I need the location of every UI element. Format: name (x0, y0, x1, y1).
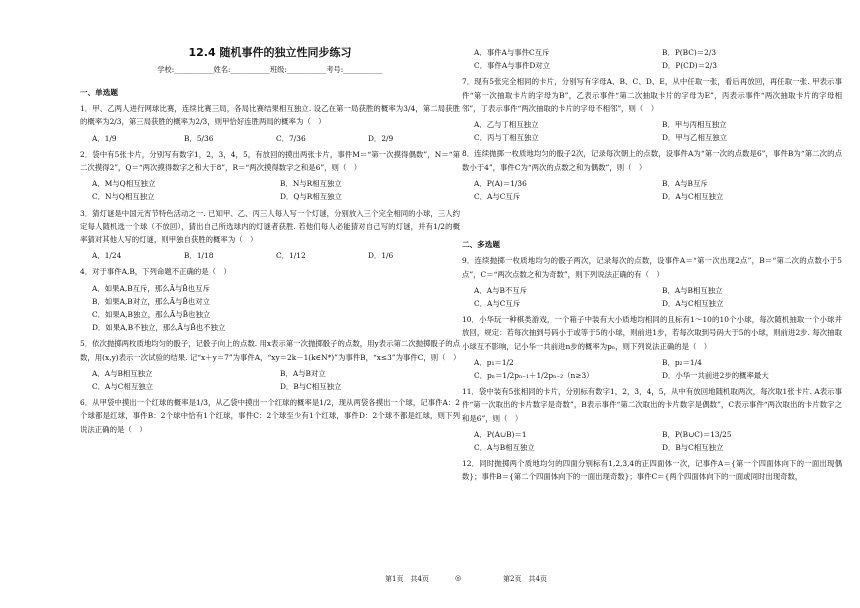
question-8: 8．连续抛掷一枚质地均匀的骰子2次，记录每次朝上的点数，设事件A为“第一次的点数是6”，事件B为“第二次的点数小于4”，事件C为“两次的点数之和为偶数”，则（ ） (462, 149, 842, 172)
option: C．丙与丁相互独立 (474, 133, 539, 143)
option: B．5/36 (184, 133, 214, 143)
question-7: 7．现有5张完全相同的卡片，分别写有字母A、B、C、D、E，从中任取一张，看后再放回，再任取一张. 甲表示事件“第一次抽取卡片的字母为B”，乙表示事件“第二次抽取卡片的字母为E”，丙表示事件“两次抽取卡片的字母相邻”，丁表示事件“两次抽取的卡片的字母不相邻”，则（ ） (462, 77, 842, 113)
option: C．1/12 (276, 251, 306, 261)
option: A．P(A)＝1/36 (474, 178, 527, 188)
option: C．pₙ＝1/2pₙ₋₁＋1/2pₙ₋₂（n≥3） (474, 371, 594, 381)
option: A．P(A∪B)＝1 (474, 429, 527, 439)
option: D．A与C相互独立 (662, 299, 724, 309)
option: A．乙与丁相互独立 (474, 120, 539, 130)
option: D．2/9 (368, 133, 394, 143)
option: C．7/36 (276, 133, 306, 143)
option: D．Q与R相互独立 (280, 192, 342, 202)
option: C．事件A与事件D对立 (474, 61, 551, 71)
option: B．如果A,B对立，那么Ā与B̄也对立 (92, 296, 211, 306)
question-5: 5．依次抛掷两枚质地均匀的骰子，记骰子向上的点数. 用x表示第一次抛掷骰子的点数，用y表示第二次抛掷骰子的点数，用(x,y)表示一次试验的结果. 记“x＋y＝7”为事件A，“xy＝2k－1(k∈N*)”为事件B，“x≤3”为事件C，则（ ） (80, 339, 461, 362)
question-11-options (474, 428, 842, 454)
question-9-options (474, 284, 842, 310)
option: B．N与R相互独立 (280, 179, 342, 189)
option: B．1/18 (184, 251, 214, 261)
option: D．甲与乙相互独立 (662, 133, 728, 143)
left-column (80, 46, 460, 439)
question-10: 10．小华玩一种棋类游戏，一个箱子中装有大小质地均相同的且标有1～10的10个小球，每次随机抽取一个小球并放回，规定：若每次抽到号码小于或等于5的小球，则前进1步，若每次取到号码大于5的小球，则前进2步. 每次抽取小球互不影响，记小华一共前进n步的概率为pₙ，则下列说法正确的是（ ） (462, 315, 842, 351)
center-mark-icon: ◎ (455, 574, 462, 582)
option: C．N与Q相互独立 (92, 192, 155, 202)
option: B．P(BC)＝2/3 (662, 48, 717, 57)
section-multiple-choice: 二、多选题 (462, 240, 500, 250)
section-single-choice: 一、单选题 (80, 88, 118, 97)
option: A．A与B不互斥 (474, 285, 528, 295)
option: A．1/24 (92, 251, 122, 261)
question-1: 1．甲、乙两人进行网球比赛，连续比赛三局，各局比赛结果相互独立. 设乙在第一局获胜的概率为3/4，第二局获胜的概率为2/3，第三局获胜的概率为2/3，则甲恰好连胜两局的概率为（ ） (80, 104, 460, 127)
question-2-options (92, 177, 460, 203)
option: A．如果A,B互斥，那么Ā与B̄也互斥 (92, 283, 210, 293)
option: D．小华一共前进2步的概率最大 (662, 371, 769, 381)
question-11: 11．袋中装有5张相同的卡片，分别标有数字1，2，3，4，5，从中有放回地随机取两次，每次取1张卡片. A表示事件“第一次取出的卡片数字是奇数”，B表示事件“第二次取出的卡片数字是偶数”，C表示事件“两次取出的卡片数字之和是6”，则（ ） (462, 387, 842, 423)
question-8-options (474, 177, 842, 203)
option: A．1/9 (92, 133, 117, 143)
option: A．p₁＝1/2 (474, 357, 514, 367)
option: B．A与B互斥 (662, 178, 708, 188)
option: D．B与C相互独立 (280, 382, 342, 392)
option: A．事件A与事件C互斥 (474, 48, 550, 57)
page-title: 12.4 随机事件的独立性同步练习 (188, 46, 352, 59)
option: C．A与C互斥 (474, 299, 521, 309)
option: D．P(CD)＝2/3 (662, 61, 717, 71)
page-number-left: 第1页 共4页 (385, 575, 429, 583)
option: D．如果A,B不独立，那么Ā与B̄也不独立 (92, 323, 226, 333)
question-6: 6．从甲袋中摸出一个红球的概率是1/3，从乙袋中摸出一个红球的概率是1/2，现从两袋各摸出一个球，记事件A：2个球都是红球，事件B：2个球中恰有1个红球，事件C：2个球至少有1个红球，事件D：2个球不都是红球，则下列说法正确的是（ ） (80, 398, 460, 434)
option: D．A与C相互独立 (662, 192, 724, 202)
question-4-options (92, 282, 460, 335)
question-10-options (474, 356, 842, 382)
page-number-right: 第2页 共4页 (503, 575, 547, 583)
question-2: 2．袋中有5张卡片，分别写有数字1，2，3，4，5，有放回的摸出两张卡片，事件M＝“第一次摸得偶数”，N＝“第二次摸得2”，Q＝“两次摸得数字之和大于8”，R＝“两次摸得数字之和是6”，则（ ） (80, 149, 460, 173)
option: C．A与C相互独立 (92, 382, 153, 392)
question-12: 12．同时抛掷两个质地均匀的四面分别标有1,2,3,4的正四面体一次，记事件A＝{第一个四面体向下的一面出现偶数}；事件B＝{第二个四面体向下的一面出现奇数}；事件C＝{两个四面体向下的一面或同时出现奇数， (462, 459, 842, 482)
question-3: 3．猜灯谜是中国元宵节特色活动之一. 已知甲、乙、丙三人每人写一个灯谜，分别放入三个完全相同的小球，三人约定每人随机选一个球（不放回），猜出自己所选球内的灯谜者获胜. 若他们每人必能猜对自己写的灯谜，并有1/2的概率猜对其他人写的灯谜，则甲独自获胜的概率为（ ） (80, 208, 460, 245)
option: C．A与B相互独立 (474, 443, 535, 453)
question-4: 4．对于事件A,B，下列命题不正确的是（ ） (80, 267, 231, 277)
question-3-options (92, 249, 460, 262)
question-6-options (474, 46, 842, 72)
question-9: 9．连续抛掷一枚质地均匀的骰子两次，记录每次的点数，设事件A＝“第一次出现2点”，B＝“第二次的点数小于5点”，C＝“两次点数之和为奇数”，则下列说法正确的有（ ） (462, 256, 842, 279)
right-column (462, 40, 842, 487)
question-5-options (92, 367, 460, 393)
option: B．p₂＝1/4 (662, 357, 702, 367)
question-7-options (474, 118, 842, 144)
question-1-options (92, 132, 460, 145)
option: B．A与B相互独立 (662, 285, 723, 295)
option: D．B与C相互独立 (662, 443, 724, 453)
option: A．M与Q相互独立 (92, 179, 156, 189)
student-info-line: 学校:___________姓名:___________班级:___________考号:___________ (157, 65, 383, 74)
option: B．P(B∪C)＝13/25 (662, 429, 732, 439)
option: C．如果A,B独立，那么Ā与B̄也独立 (92, 310, 211, 320)
option: A．A与B相互独立 (92, 368, 153, 378)
option: D．1/6 (368, 251, 394, 261)
option: C．A与C互斥 (474, 192, 521, 202)
option: B．甲与丙相互独立 (662, 120, 727, 130)
option: B．A与B对立 (280, 368, 326, 378)
